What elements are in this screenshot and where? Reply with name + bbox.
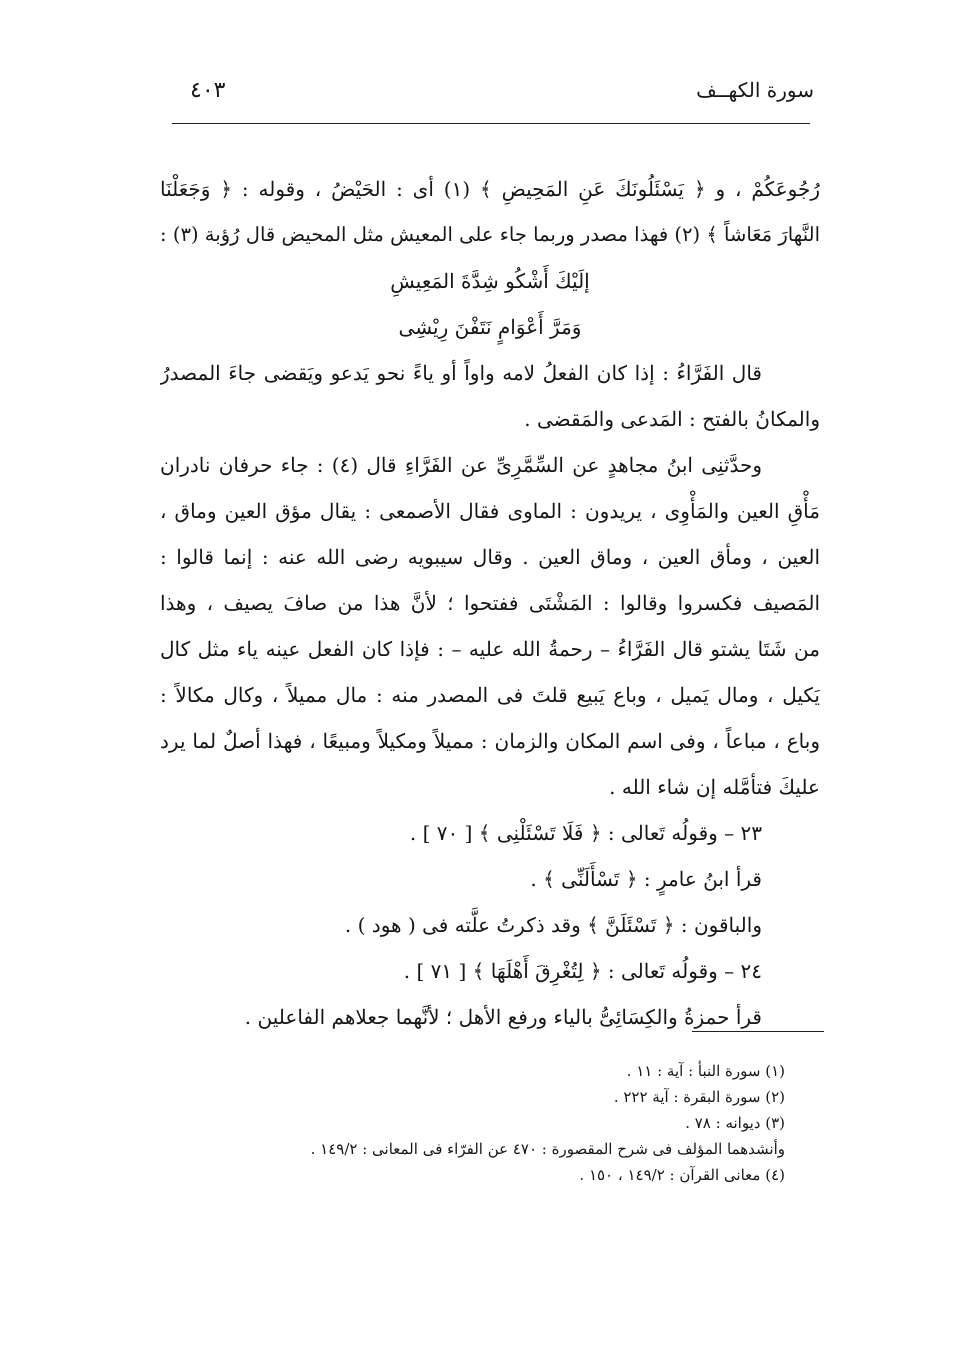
surah-title: سورة الكهــف — [696, 78, 814, 102]
footnotes — [240, 1058, 785, 1188]
verse-heading-23: ٢٣ – وقولُه تَعالى : ﴿ فَلَا تَسْئَلْنِى ﴾ [ ٧٠ ] . — [409, 821, 762, 845]
running-header — [168, 78, 814, 118]
text-line: يَكيل ، ومال يَميل ، وباع يَبيع قلتَ فى المصدر منه : مال مميلاً ، وكال مكالاً : — [160, 683, 820, 707]
header-divider — [172, 123, 810, 124]
text-line: قال الفَرَّاءُ : إذا كان الفعلُ لامه واواً أو ياءً نحو يَدعو ويَقضى جاءَ المصدرُ — [160, 361, 762, 385]
footnote: (١) سورة النبأ : آية : ١١ . — [626, 1062, 785, 1080]
poem-verse: إلَيْكَ أَشْكُو شِدَّةَ المَعِيشِ — [390, 269, 590, 293]
text-line: مَأْقِ العين والمَأْوِى ، يريدون : الماوى فقال الأصمعى : يقال مؤق العين وماق ، — [160, 499, 820, 523]
poem-verse: وَمَرَّ أَعْوَامٍ نَتَفْنَ رِيْشِى — [398, 315, 582, 339]
footnote-divider — [692, 1031, 824, 1032]
text-line: قرأ حمزةُ والكِسَائِىُّ بالياء ورفع الأهل ؛ لأنَّهما جعلاهم الفاعلين . — [244, 1005, 762, 1029]
text-line: العين ، ومأق العين ، وماق العين . وقال سيبويه رضى الله عنه : إنما قالوا : — [160, 545, 820, 569]
text-line: من شَتَا يشتو قال الفَرَّاءُ – رحمةُ الله عليه – : فإذا كان الفعل عينه ياء مثل كال — [160, 637, 820, 661]
text-line: والباقون : ﴿ تَسْئَلَنَّ ﴾ وقد ذكرتُ علَّته فى ( هود ) . — [344, 913, 762, 937]
text-line: قرأ ابنُ عامرٍ : ﴿ تَسْأَلَنِّى ﴾ . — [530, 867, 762, 891]
footnote: وأنشدهما المؤلف فى شرح المقصورة : ٤٧٠ عن الفرّاء فى المعانى : ١٤٩/٢ . — [310, 1140, 785, 1158]
text-line: عليكَ فتأمَّله إن شاء الله . — [609, 775, 820, 799]
verse-heading-24: ٢٤ – وقولُه تَعالى : ﴿ لِتُغْرِقَ أَهْلَهَا ﴾ [ ٧١ ] . — [403, 959, 762, 983]
text-line: رُجُوعَكُمْ ، و ﴿ يَسْئَلُونَكَ عَنِ المَحِيضِ ﴾ (١) أى : الحَيْضُ ، وقوله : ﴿ وَجَعَلْنَا — [160, 177, 820, 201]
text-line: والمكانُ بالفتح : المَدعى والمَقضى . — [524, 407, 820, 431]
page-number: ٤٠٣ — [190, 78, 226, 103]
footnote: (٣) ديوانه : ٧٨ . — [685, 1114, 785, 1132]
text-line: وباع ، مباعاً ، وفى اسم المكان والزمان : مميلاً ومكيلاً ومبيعًا ، فهذا أصلٌ لما يرد — [160, 729, 820, 753]
text-line: النَّهارَ مَعَاشاً ﴾ (٢) فهذا مصدر وربما جاء على المعيش مثل المحيض قال رُؤبة (٣) : — [160, 223, 820, 246]
text-line: وحدَّثنِى ابنُ مجاهدٍ عن السِّمَّرِىِّ عن الفَرَّاءِ قال (٤) : جاء حرفان نادران — [160, 453, 762, 477]
footnote: (٤) معانى القرآن : ١٤٩/٢ ، ١٥٠ . — [579, 1166, 785, 1184]
text-line: المَصيف فكسروا وقالوا : المَشْتَى ففتحوا ؛ لأنَّ هذا من صافَ يصيف ، وهذا — [160, 591, 820, 615]
footnote: (٢) سورة البقرة : آية ٢٢٢ . — [613, 1088, 785, 1106]
